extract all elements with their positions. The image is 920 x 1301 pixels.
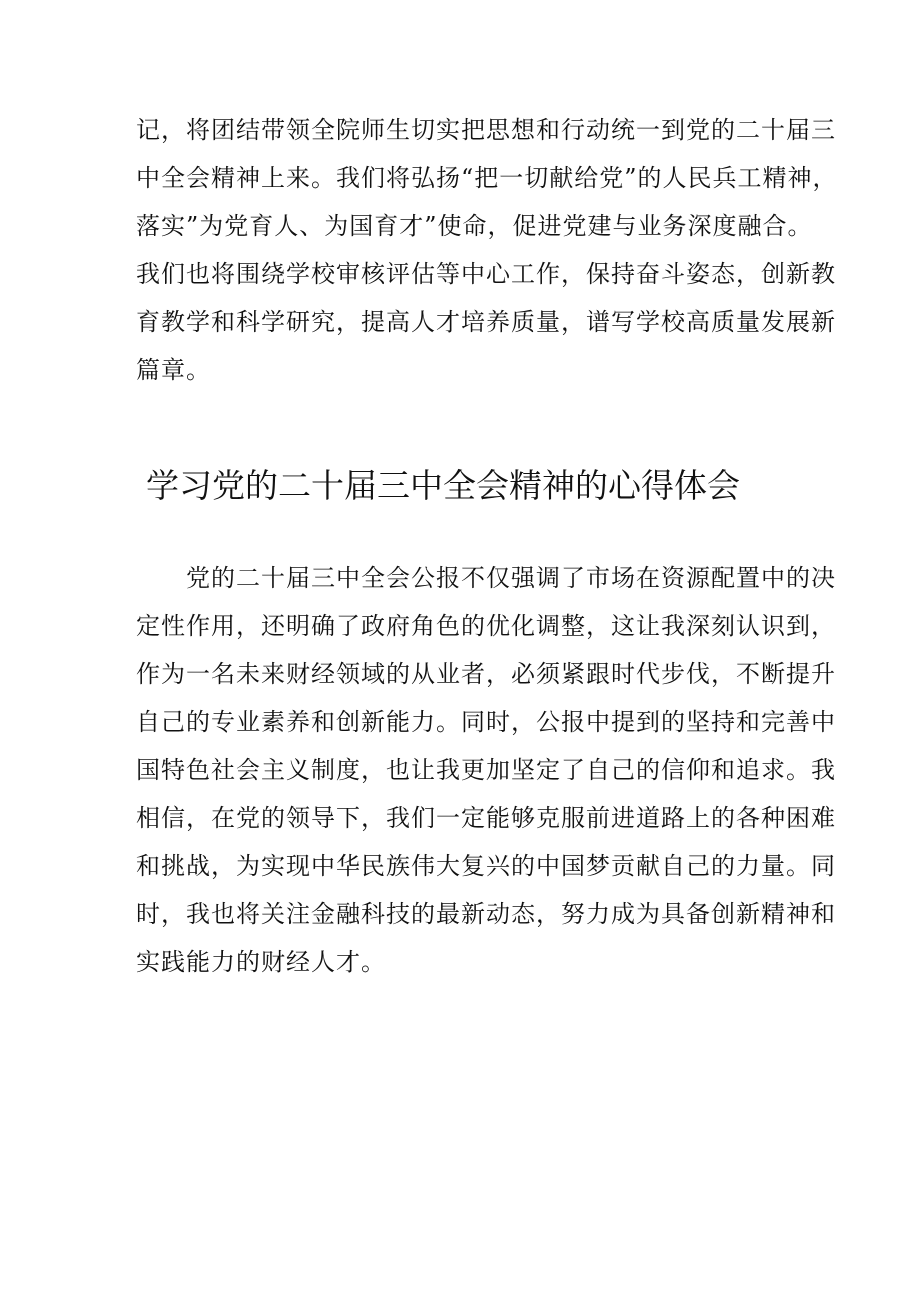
text-line: 篇章。 (136, 356, 211, 384)
text-line: 实践能力的财经人才。 (136, 948, 386, 976)
text-line: 中全会精神上来。我们将弘扬“把一切献给党”的人民兵工精神， (136, 164, 838, 192)
text-line: 记，将团结带领全院师生切实把思想和行动统一到党的二十届三 (136, 116, 836, 144)
text-line: 党的二十届三中全会公报不仅强调了市场在资源配置中的决 (136, 564, 836, 592)
section-title: 学习党的二十届三中全会精神的心得体会 (146, 466, 740, 505)
text-line: 时，我也将关注金融科技的最新动态，努力成为具备创新精神和 (136, 900, 836, 928)
text-line: 定性作用，还明确了政府角色的优化调整，这让我深刻认识到， (136, 612, 836, 640)
text-line: 育教学和科学研究，提高人才培养质量，谱写学校高质量发展新 (136, 308, 836, 336)
text-line: 自己的专业素养和创新能力。同时，公报中提到的坚持和完善中 (136, 708, 836, 736)
text-line: 落实”为党育人、为国育才”使命，促进党建与业务深度融合。 (136, 212, 813, 240)
text-line: 我们也将围绕学校审核评估等中心工作，保持奋斗姿态，创新教 (136, 260, 836, 288)
text-line: 国特色社会主义制度，也让我更加坚定了自己的信仰和追求。我 (136, 756, 836, 784)
text-line: 相信，在党的领导下，我们一定能够克服前进道路上的各种困难 (136, 804, 836, 832)
text-line: 作为一名未来财经领域的从业者，必须紧跟时代步伐，不断提升 (136, 660, 836, 688)
text-line: 和挑战，为实现中华民族伟大复兴的中国梦贡献自己的力量。同 (136, 852, 836, 880)
